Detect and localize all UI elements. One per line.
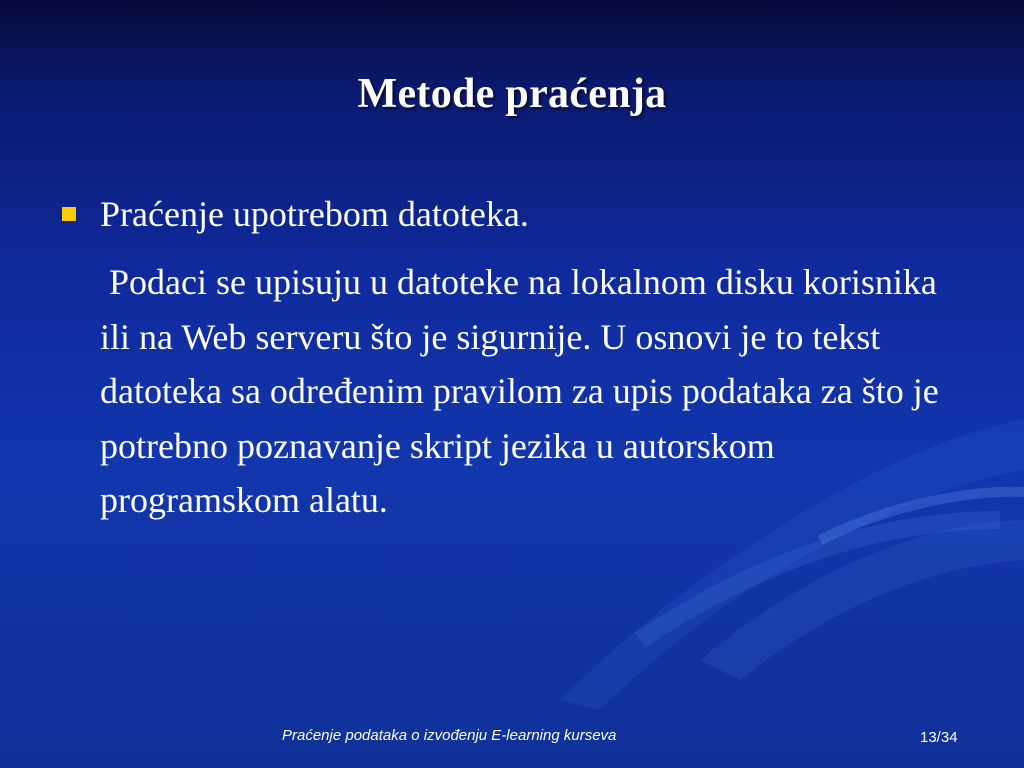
footer-text: Praćenje podataka o izvođenju E-learning kurseva [282, 727, 617, 744]
bullet-item [62, 192, 962, 236]
bullet-text: Praćenje upotrebom datoteka. [100, 194, 529, 234]
page-number: 13/34 [920, 729, 958, 746]
body-paragraph: Podaci se upisuju u datoteke na lokalnom disku korisnika ili na Web serveru što je sigurnije. U osnovi je to tekst datoteka sa određenim pravilom za upis podataka za što je potrebno poznavanje skript jezika u autorskom programskom alatu. [100, 262, 948, 520]
slide-title: Metode praćenja [357, 71, 667, 117]
square-bullet-icon [62, 207, 76, 221]
